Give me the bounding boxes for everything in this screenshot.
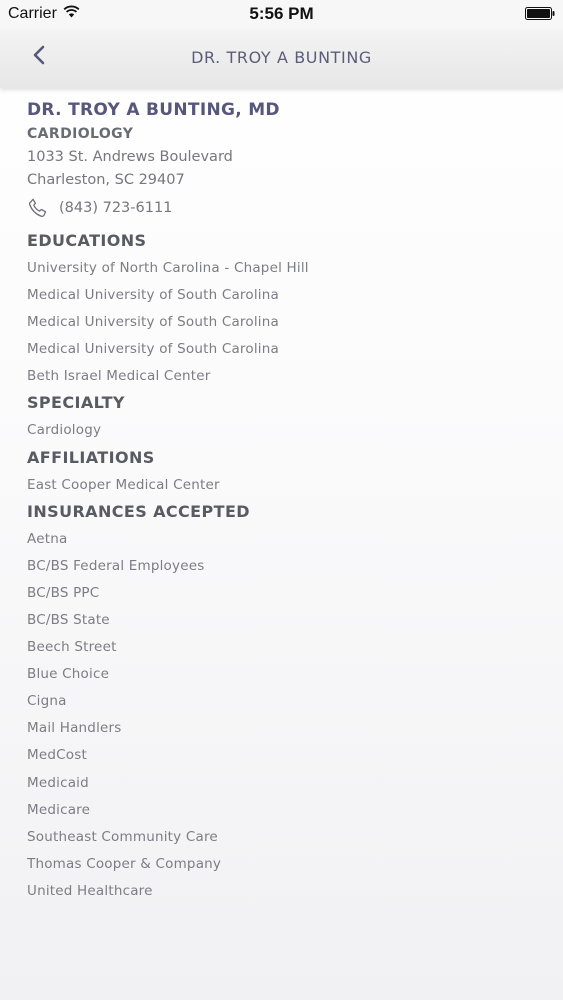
carrier-label: Carrier bbox=[8, 5, 57, 22]
affiliations-heading: AFFILIATIONS bbox=[27, 447, 155, 467]
nav-bar bbox=[0, 30, 563, 88]
address-line-1: 1033 St. Andrews Boulevard bbox=[27, 149, 233, 165]
education-item: Medical University of South Carolina bbox=[27, 314, 279, 331]
insurances-list bbox=[27, 526, 547, 905]
insurance-item: BC/BS Federal Employees bbox=[27, 557, 205, 574]
insurance-item: Aetna bbox=[27, 530, 68, 547]
phone-icon bbox=[27, 197, 49, 219]
insurances-heading: INSURANCES ACCEPTED bbox=[27, 501, 250, 521]
specialty-heading: SPECIALTY bbox=[27, 393, 125, 413]
insurance-item: Thomas Cooper & Company bbox=[27, 855, 222, 872]
battery-icon bbox=[525, 7, 555, 20]
insurance-item: BC/BS State bbox=[27, 611, 110, 628]
doctor-name: DR. TROY A BUNTING, MD bbox=[27, 100, 280, 120]
educations-heading: EDUCATIONS bbox=[27, 231, 147, 250]
insurance-item: Blue Choice bbox=[27, 666, 110, 683]
insurance-item: BC/BS PPC bbox=[27, 584, 100, 601]
address-line-2: Charleston, SC 29407 bbox=[27, 172, 185, 188]
doctor-specialty: CARDIOLOGY bbox=[27, 126, 134, 142]
education-item: Medical University of South Carolina bbox=[27, 287, 279, 304]
affiliations-list bbox=[27, 472, 547, 499]
insurance-item: Mail Handlers bbox=[27, 720, 122, 737]
insurance-item: Southeast Community Care bbox=[27, 828, 218, 845]
specialty-item: Cardiology bbox=[27, 422, 102, 439]
phone-link[interactable] bbox=[27, 195, 547, 221]
insurance-item: Medicaid bbox=[27, 774, 89, 791]
affiliation-item: East Cooper Medical Center bbox=[27, 476, 220, 493]
insurance-item: United Healthcare bbox=[27, 882, 153, 899]
status-bar bbox=[0, 0, 563, 30]
education-item: Medical University of South Carolina bbox=[27, 341, 279, 358]
doctor-detail bbox=[27, 99, 547, 905]
insurance-item: Beech Street bbox=[27, 639, 117, 656]
education-item: University of North Carolina - Chapel Hill bbox=[27, 260, 309, 276]
nav-title: DR. TROY A BUNTING bbox=[191, 48, 372, 67]
status-time: 5:56 PM bbox=[249, 4, 314, 23]
educations-list bbox=[27, 255, 547, 390]
insurance-item: Medicare bbox=[27, 801, 91, 818]
phone-number: (843) 723-6111 bbox=[59, 200, 173, 216]
specialty-list bbox=[27, 417, 547, 444]
education-item: Beth Israel Medical Center bbox=[27, 368, 211, 385]
insurance-item: MedCost bbox=[27, 747, 87, 764]
insurance-item: Cigna bbox=[27, 693, 67, 710]
